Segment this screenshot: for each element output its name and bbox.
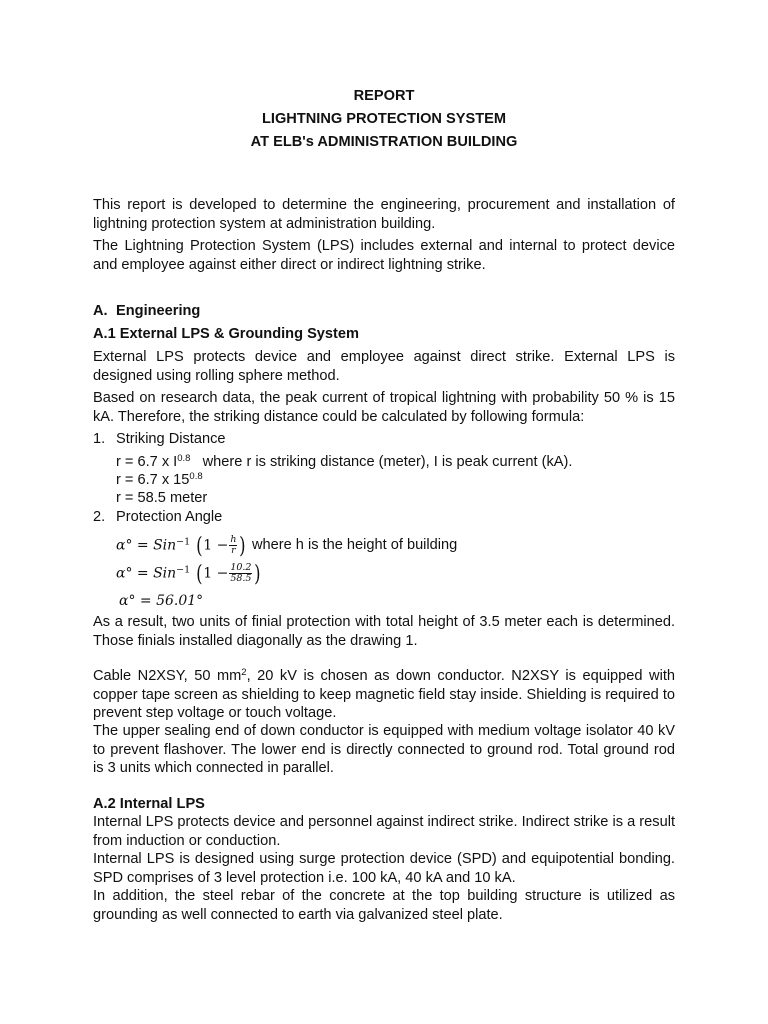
section-a-heading [93, 302, 675, 321]
equation-angle-result: α° = 56.01° [119, 593, 204, 609]
equation-note: where r is striking distance (meter), I is peak current (kA). [202, 454, 573, 470]
section-a-title: Engineering [116, 303, 201, 319]
section-a-number: A. [93, 303, 108, 319]
list-item-protection-angle [93, 508, 675, 527]
section-a2-heading: A.2 Internal LPS [93, 796, 205, 812]
list-number-1: 1. [93, 431, 106, 447]
equation-angle-substituted: α° = Sin$^{-1}$ (1 − $\frac{10.2}{58.5}$ ) [116, 561, 262, 587]
list-label-1: Striking Distance [116, 431, 226, 447]
report-subtitle: LIGHTNING PROTECTION SYSTEM [261, 111, 507, 127]
intro-paragraph-1: This report is developed to determine the engineering, procurement and installation of lightning protection system at administration building. [93, 197, 675, 232]
angle-note: where h is the height of building [252, 537, 458, 553]
a1-paragraph-2: Based on research data, the peak current of tropical lightning with probability 50 % is 15 kA. Therefore, the striking distance could be calculated by following formula: [93, 390, 675, 425]
list-number-2: 2. [93, 509, 106, 525]
a2-paragraph-3: In addition, the steel rebar of the concrete at the top building structure is utilized as grounding as well connected to earth via galvanized steel plate. [93, 888, 675, 923]
a1-paragraph-1: External LPS protects device and employee against direct strike. External LPS is designed using rolling sphere method. [93, 349, 675, 384]
list-item-striking-distance [93, 430, 675, 449]
a2-paragraph-2: Internal LPS is designed using surge protection device (SPD) and equipotential bonding. SPD comprises of 3 level protection i.e. 100 kA, 40 kA and 10 kA. [93, 851, 675, 886]
a1-paragraph-4: Cable N2XSY, 50 $mm^2$, 20 kV is chosen as down conductor. N2XSY is equipped with copper tape screen as shielding to keep magnetic field stay inside. Shielding is required to prevent step voltage or touch voltage. [93, 667, 675, 721]
equation-angle-general: α° = Sin$^{-1}$ (1 − $\frac{h}{r}$ ) [116, 533, 246, 559]
a1-paragraph-3: As a result, two units of finial protection with total height of 3.5 meter each is determined. Those finials installed diagonally as the drawing 1. [93, 614, 675, 649]
list-label-2: Protection Angle [116, 509, 223, 525]
equation-striking-distance-general: r = 6.7 x $I^{0.8}$ where r is striking distance (meter), I is peak current (kA). [116, 453, 573, 470]
report-title: REPORT [353, 88, 415, 104]
fraction-h-over-r: $\frac{h}{r}$ [230, 534, 237, 556]
section-a1-heading: A.1 External LPS & Grounding System [93, 326, 359, 342]
equation-striking-distance-result: r = 58.5 meter [116, 490, 208, 506]
fraction-height-over-distance: $\frac{10.2}{58.5}$ [230, 562, 252, 584]
a1-paragraph-5: The upper sealing end of down conductor is equipped with medium voltage isolator 40 kV to prevent flashover. The lower end is directly connected to ground rod. Total ground rod is 3 units which connected in parallel. [93, 723, 675, 776]
equation-striking-distance-substituted: r = 6.7 x $15^{0.8}$ [116, 471, 203, 488]
a2-paragraph-1: Internal LPS protects device and personnel against indirect strike. Indirect strike is a result from induction or conduction. [93, 814, 675, 849]
intro-paragraph-2: The Lightning Protection System (LPS) includes external and internal to protect device and employee against either direct or indirect lightning strike. [93, 238, 675, 273]
report-location: AT ELB's ADMINISTRATION BUILDING [250, 134, 518, 150]
